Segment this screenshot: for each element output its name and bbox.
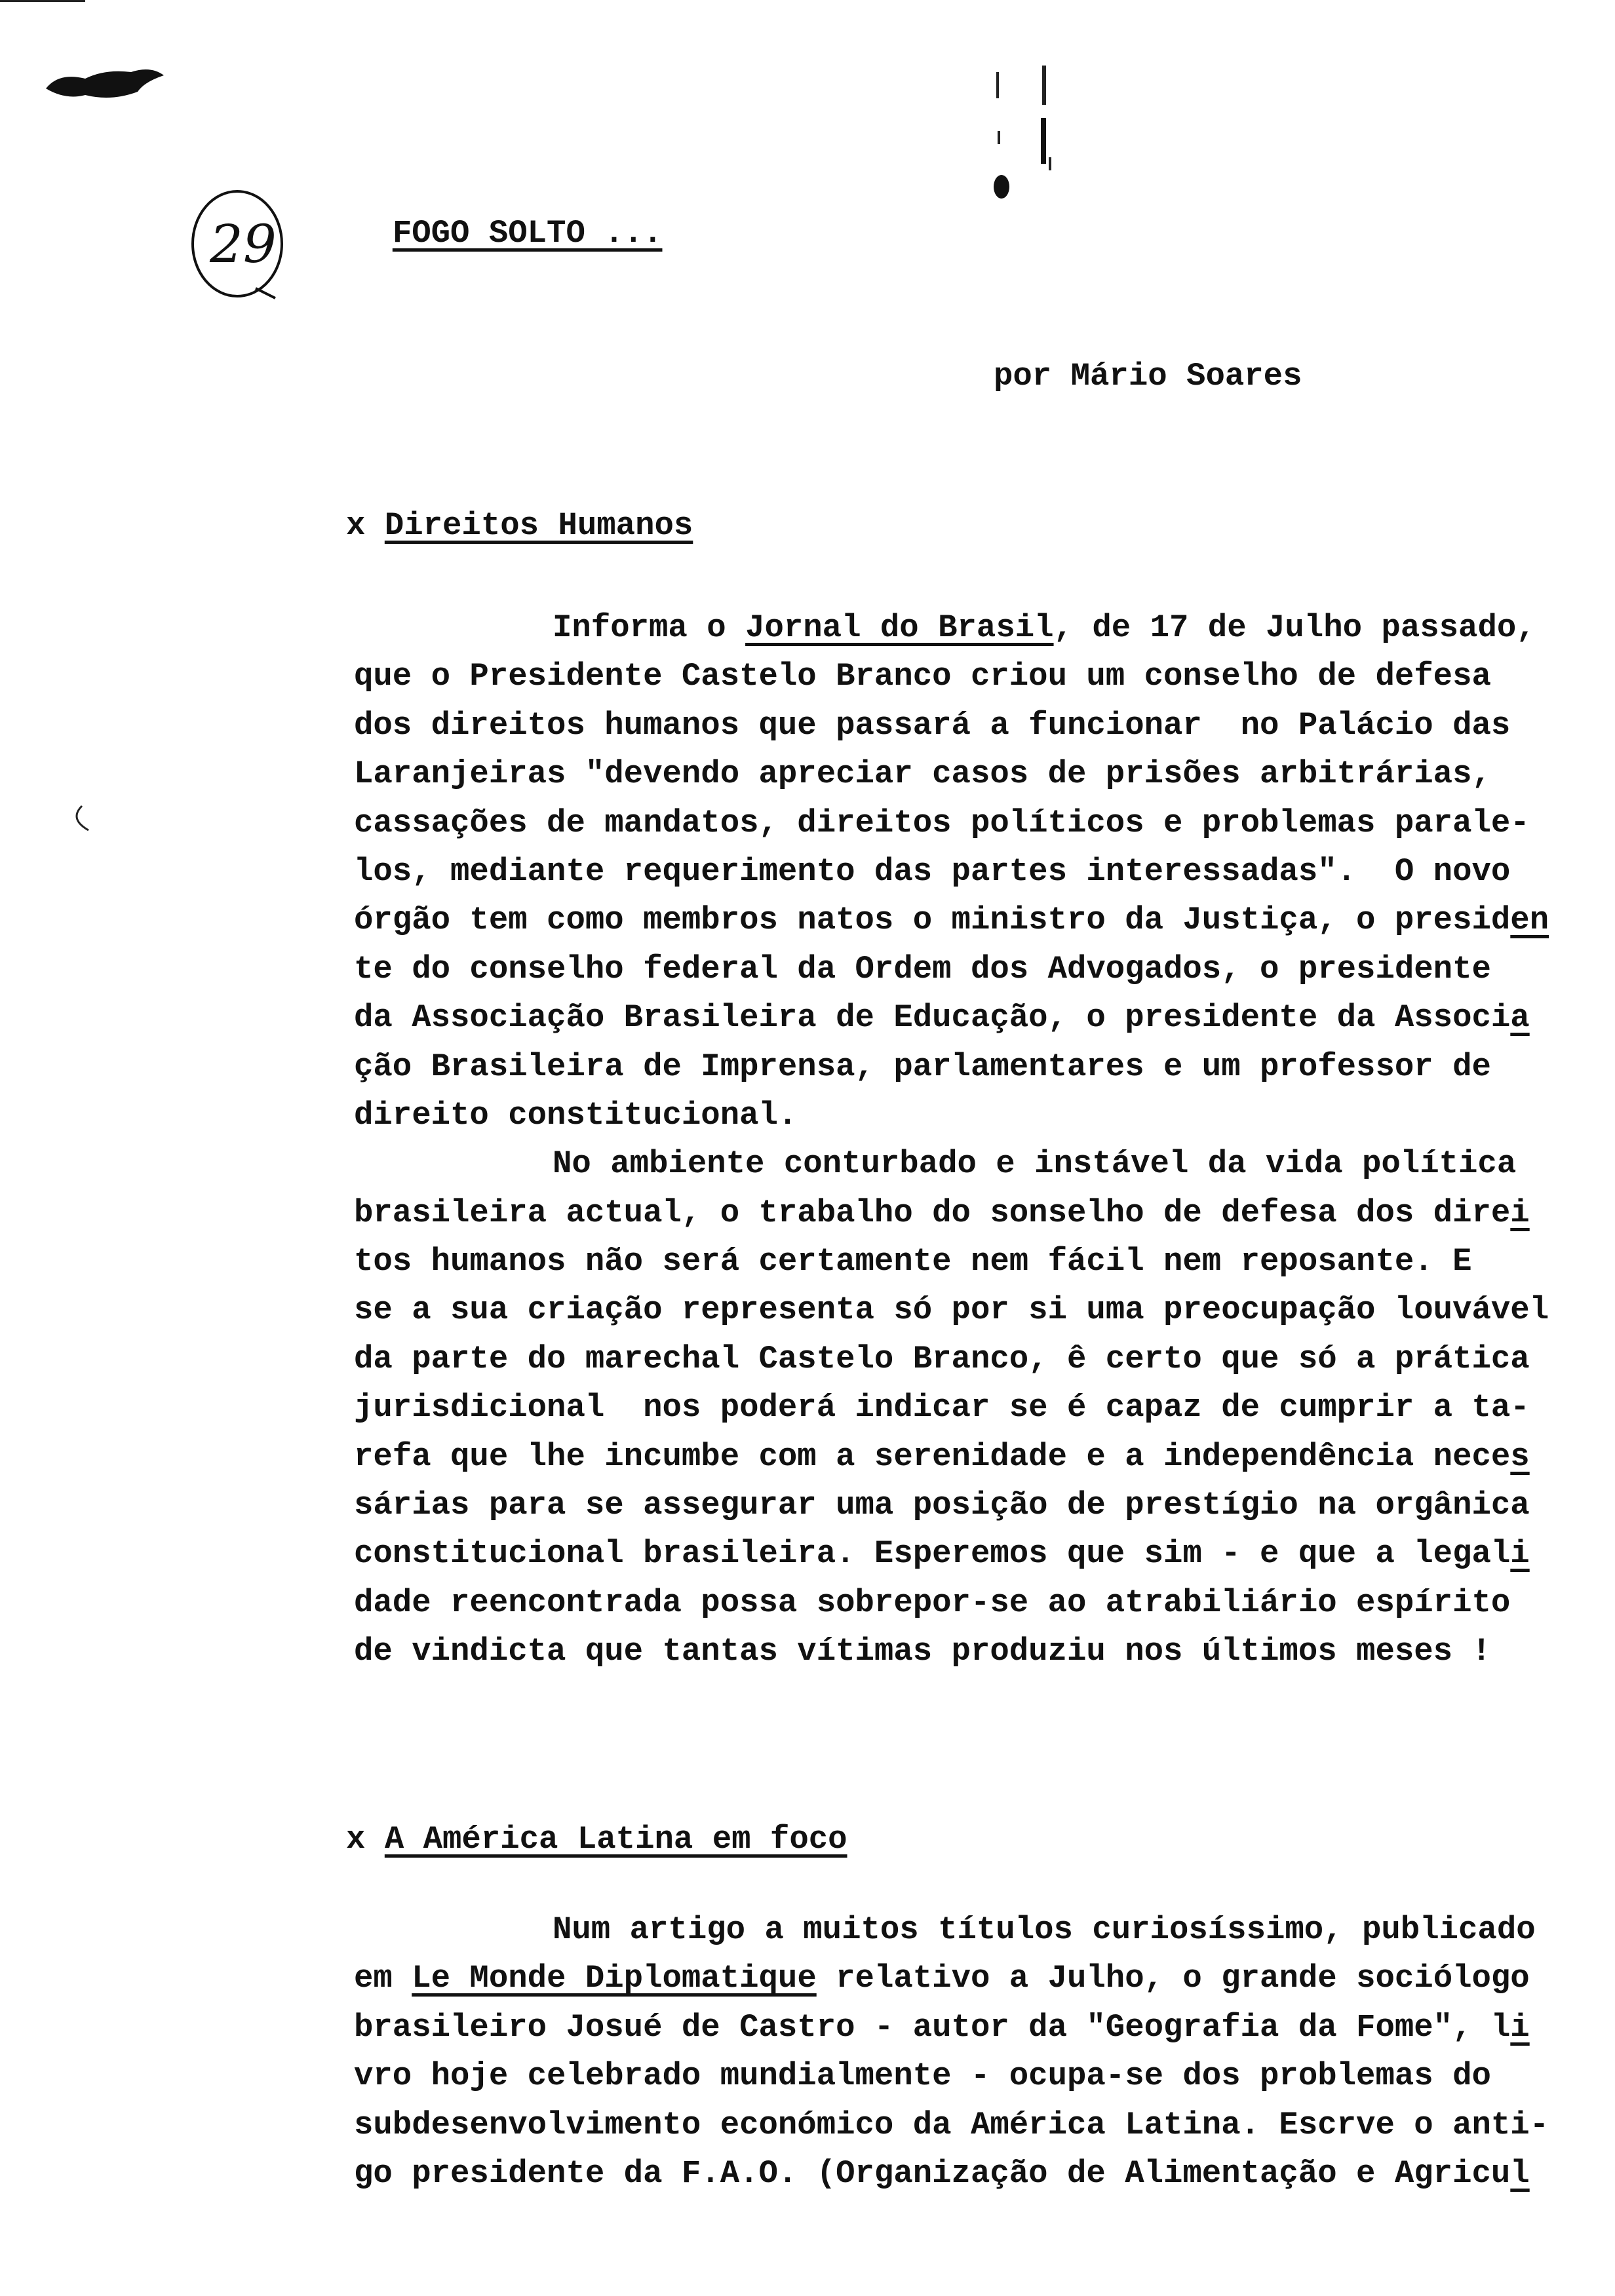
text-segment: dos direitos humanos que passará a funcionar no Palácio das [354,706,1511,744]
text-line [354,1286,1549,1334]
text-segment: , de 17 de Julho passado, [1053,609,1536,646]
text-line [354,1335,1549,1383]
text-line [354,2149,1549,2198]
heading-text: A América Latina em foco [384,1821,847,1858]
text-line [354,1578,1549,1627]
text-line [354,993,1549,1042]
text-segment: direito constitucional. [354,1096,798,1134]
section-body-direitos-humanos [354,603,1549,1676]
text-line [354,1139,1549,1188]
text-segment: refa que lhe incumbe com a serenidade e a independência nece [354,1438,1511,1475]
text-line [354,1091,1549,1139]
page-edge-line [0,0,85,2]
underlined-text: l [1510,2154,1530,2192]
section-heading-direitos-humanos [346,507,693,544]
text-line [354,1189,1549,1237]
handwritten-page-number-circle [184,183,295,308]
text-segment: No ambiente conturbado e instável da vida política [553,1145,1517,1183]
text-line [354,1043,1549,1091]
text-line [354,1432,1549,1481]
page-mark: 29 [210,214,277,275]
text-line [354,652,1549,700]
text-segment: brasileira actual, o trabalho do sonselho de defesa dos dire [354,1194,1511,1231]
text-segment: tos humanos não será certamente nem fácil nem reposante. E [354,1243,1472,1280]
text-line [354,1627,1549,1675]
section-body-america-latina [354,1905,1549,2198]
text-line [354,896,1549,944]
text-line [354,1383,1549,1432]
text-segment: que o Presidente Castelo Branco criou um conselho de defesa [354,658,1491,695]
underlined-text: Jornal do Brasil [745,609,1054,646]
underlined-text: Le Monde Diplomatique [412,1960,817,1997]
margin-bracket-mark [62,803,95,835]
text-segment: em [354,1960,412,1997]
section-heading-america-latina [346,1821,847,1858]
text-line [354,945,1549,993]
text-segment: go presidente da F.A.O. (Organização de Alimentação e Agricu [354,2154,1511,2192]
heading-text: Direitos Humanos [384,507,693,544]
text-line [354,847,1549,896]
underlined-text: en [1510,902,1549,939]
bullet-mark: x [346,507,366,544]
text-segment: da parte do marechal Castelo Branco, ê certo que só a prática [354,1340,1530,1377]
text-line [354,1481,1549,1529]
underlined-text: i [1510,2008,1530,2046]
text-segment: Num artigo a muitos títulos curiosíssimo, publicado [553,1911,1536,1948]
text-line [354,2101,1549,2149]
text-line [354,1237,1549,1286]
text-segment: cassações de mandatos, direitos políticos e problemas parale- [354,804,1530,841]
text-segment: da Associação Brasileira de Educação, o presidente da Associ [354,999,1511,1037]
text-segment: vro hoje celebrado mundialmente - ocupa-se dos problemas do [354,2057,1491,2095]
text-segment: sárias para se assegurar uma posição de prestígio na orgânica [354,1487,1530,1524]
underlined-text: i [1510,1535,1530,1573]
text-segment: órgão tem como membros natos o ministro da Justiça, o presid [354,902,1511,939]
text-segment: los, mediante requerimento das partes interessadas". O novo [354,852,1511,890]
text-segment: dade reencontrada possa sobrepor-se ao atrabiliário espírito [354,1584,1511,1621]
text-line [354,1905,1549,1954]
bullet-mark: x [346,1821,366,1858]
text-line [354,603,1549,652]
text-line [354,750,1549,798]
text-segment: constitucional brasileira. Esperemos que sim - e que a legal [354,1535,1511,1573]
text-line [354,1529,1549,1578]
title-text: FOGO SOLTO ... [392,215,663,252]
text-segment: subdesenvolvimento económico da América Latina. Escrve o anti- [354,2106,1549,2143]
ink-blot-mark [39,56,170,108]
text-line [354,701,1549,750]
text-segment: te do conselho federal da Ordem dos Advogados, o presidente [354,950,1491,987]
text-segment: Laranjeiras "devendo apreciar casos de prisões arbitrárias, [354,756,1491,793]
text-segment: ção Brasileira de Imprensa, parlamentares e um professor de [354,1048,1491,1085]
text-segment: jurisdicional nos poderá indicar se é capaz de cumprir a ta- [354,1389,1530,1426]
text-segment: relativo a Julho, o grande sociólogo [816,1960,1530,1997]
text-segment: Informa o [553,609,746,646]
underlined-text: i [1510,1194,1530,1231]
author-byline: por Mário Soares [994,358,1302,394]
text-segment: se a sua criação representa só por si uma preocupação louvável [354,1292,1549,1329]
text-segment: de vindicta que tantas vítimas produziu nos últimos meses ! [354,1633,1491,1670]
text-line [354,2003,1549,2052]
document-title [354,178,662,252]
text-line [354,799,1549,847]
text-line [354,1954,1549,2002]
text-segment: brasileiro Josué de Castro - autor da "Geografia da Fome", l [354,2008,1511,2046]
text-line [354,2052,1549,2100]
margin-marks [983,59,1062,210]
underlined-text: s [1510,1438,1530,1475]
underlined-text: a [1510,999,1530,1037]
